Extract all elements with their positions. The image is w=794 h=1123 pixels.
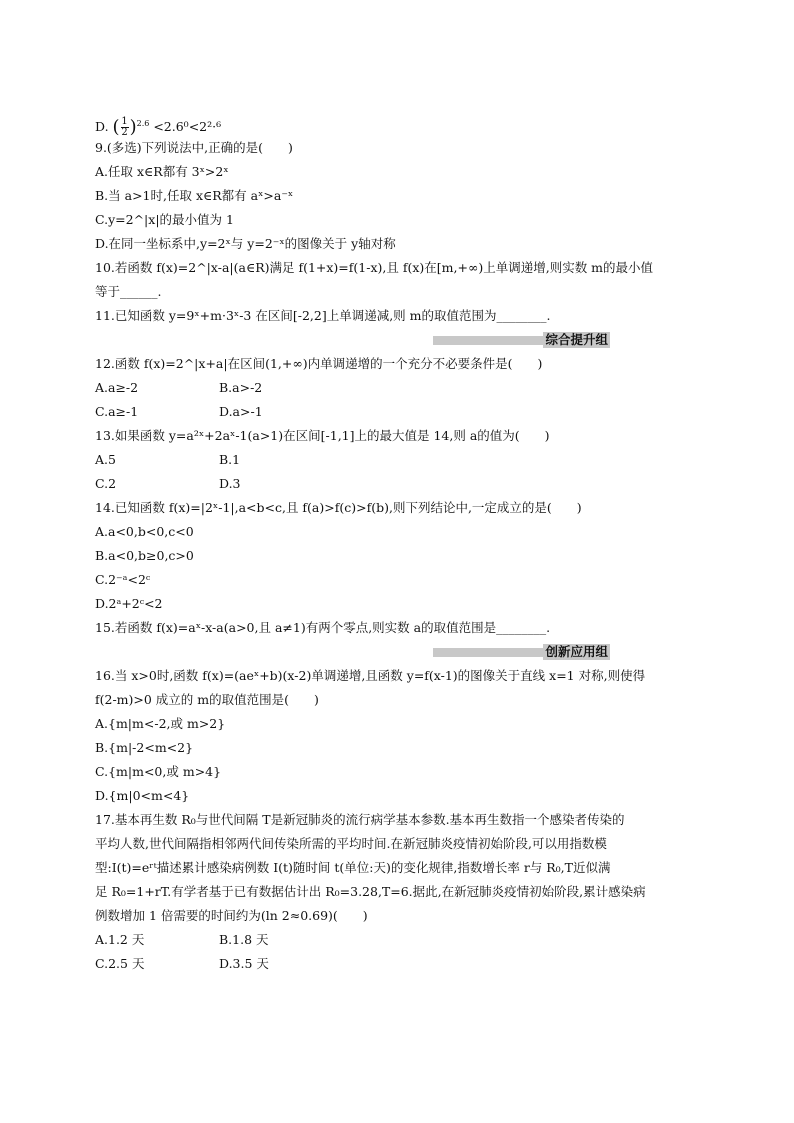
section-header-2 (95, 640, 610, 664)
option-row: A.5 B.1 (95, 452, 241, 467)
question-10: 10.若函数 f(x)=2^|x-a|(a∈R)满足 f(1+x)=f(1-x),且 f(x)在[m,+∞)上单调递增,则实数 m的最小值 (95, 260, 654, 275)
question-17-cont: 例数增加 1 倍需要的时间约为(ln 2≈0.69)( ) (95, 908, 368, 923)
question-12: 12.函数 f(x)=2^|x+a|在区间(1,+∞)内单调递增的一个充分不必要条件是( ) (95, 356, 543, 371)
option-line: C.y=2^|x|的最小值为 1 (95, 212, 234, 227)
option-line: B.当 a>1时,任取 x∈R都有 aˣ>a⁻ˣ (95, 188, 294, 203)
section-title: 创新应用组 (545, 644, 608, 659)
option-line: C.{m|m<0,或 m>4} (95, 764, 222, 779)
option-row: A.a≥-2 B.a>-2 (95, 380, 263, 395)
option-line: D.在同一坐标系中,y=2ˣ与 y=2⁻ˣ的图像关于 y轴对称 (95, 236, 396, 251)
question-17-cont: 平均人数,世代间隔指相邻两代间传染所需的平均时间.在新冠肺炎疫情初始阶段,可以用指数模 (95, 836, 607, 851)
option-row: C.a≥-1 D.a>-1 (95, 404, 263, 419)
question-17-cont: 足 R₀=1+rT.有学者基于已有数据估计出 R₀=3.28,T=6.据此,在新冠肺炎疫情初始阶段,累计感染病 (95, 884, 646, 899)
option-row: C.2.5 天 D.3.5 天 (95, 956, 269, 971)
question-17-cont: 型:I(t)=eʳᵗ描述累计感染病例数 I(t)随时间 t(单位:天)的变化规律,指数增长率 r与 R₀,T近似满 (95, 860, 611, 875)
worksheet (95, 112, 705, 976)
question-14: 14.已知函数 f(x)=|2ˣ-1|,a<b<c,且 f(a)>f(c)>f(b),则下列结论中,一定成立的是( ) (95, 500, 582, 515)
option-line: C.2⁻ᵃ<2ᶜ (95, 572, 151, 587)
section-bar (433, 648, 543, 657)
option-line: D. ( $\frac{1}{2}$ )$^{2.6}$ <2.6⁰<2²·⁶ (95, 116, 222, 139)
option-line: B.a<0,b≥0,c>0 (95, 548, 194, 563)
fraction: $\frac{1}{2}$ (121, 116, 128, 139)
option-line: A.{m|m<-2,或 m>2} (95, 716, 226, 731)
question-13: 13.如果函数 y=a²ˣ+2aˣ-1(a>1)在区间[-1,1]上的最大值是 14,则 a的值为( ) (95, 428, 550, 443)
option-line: B.{m|-2<m<2} (95, 740, 194, 755)
section-header-1 (95, 328, 610, 352)
option-line: A.任取 x∈R都有 3ˣ>2ˣ (95, 164, 229, 179)
option-row: C.2 D.3 (95, 476, 241, 491)
question-11: 11.已知函数 y=9ˣ+m·3ˣ-3 在区间[-2,2]上单调递减,则 m的取值范围为________. (95, 308, 551, 323)
option-row: A.1.2 天 B.1.8 天 (95, 932, 269, 947)
section-bar (433, 336, 543, 345)
question-17: 17.基本再生数 R₀与世代间隔 T是新冠肺炎的流行病学基本参数.基本再生数指一个感染者传染的 (95, 812, 625, 827)
section-title: 综合提升组 (545, 332, 608, 347)
question-9: 9.(多选)下列说法中,正确的是( ) (95, 140, 293, 155)
question-16-cont: f(2-m)>0 成立的 m的取值范围是( ) (95, 692, 319, 707)
question-16: 16.当 x>0时,函数 f(x)=(aeˣ+b)(x-2)单调递增,且函数 y=f(x-1)的图像关于直线 x=1 对称,则使得 (95, 668, 646, 683)
option-line: D.2ᵃ+2ᶜ<2 (95, 596, 163, 611)
question-15: 15.若函数 f(x)=aˣ-x-a(a>0,且 a≠1)有两个零点,则实数 a的取值范围是________. (95, 620, 551, 635)
option-line: A.a<0,b<0,c<0 (95, 524, 194, 539)
question-10-cont: 等于______. (95, 284, 162, 299)
option-line: D.{m|0<m<4} (95, 788, 190, 803)
